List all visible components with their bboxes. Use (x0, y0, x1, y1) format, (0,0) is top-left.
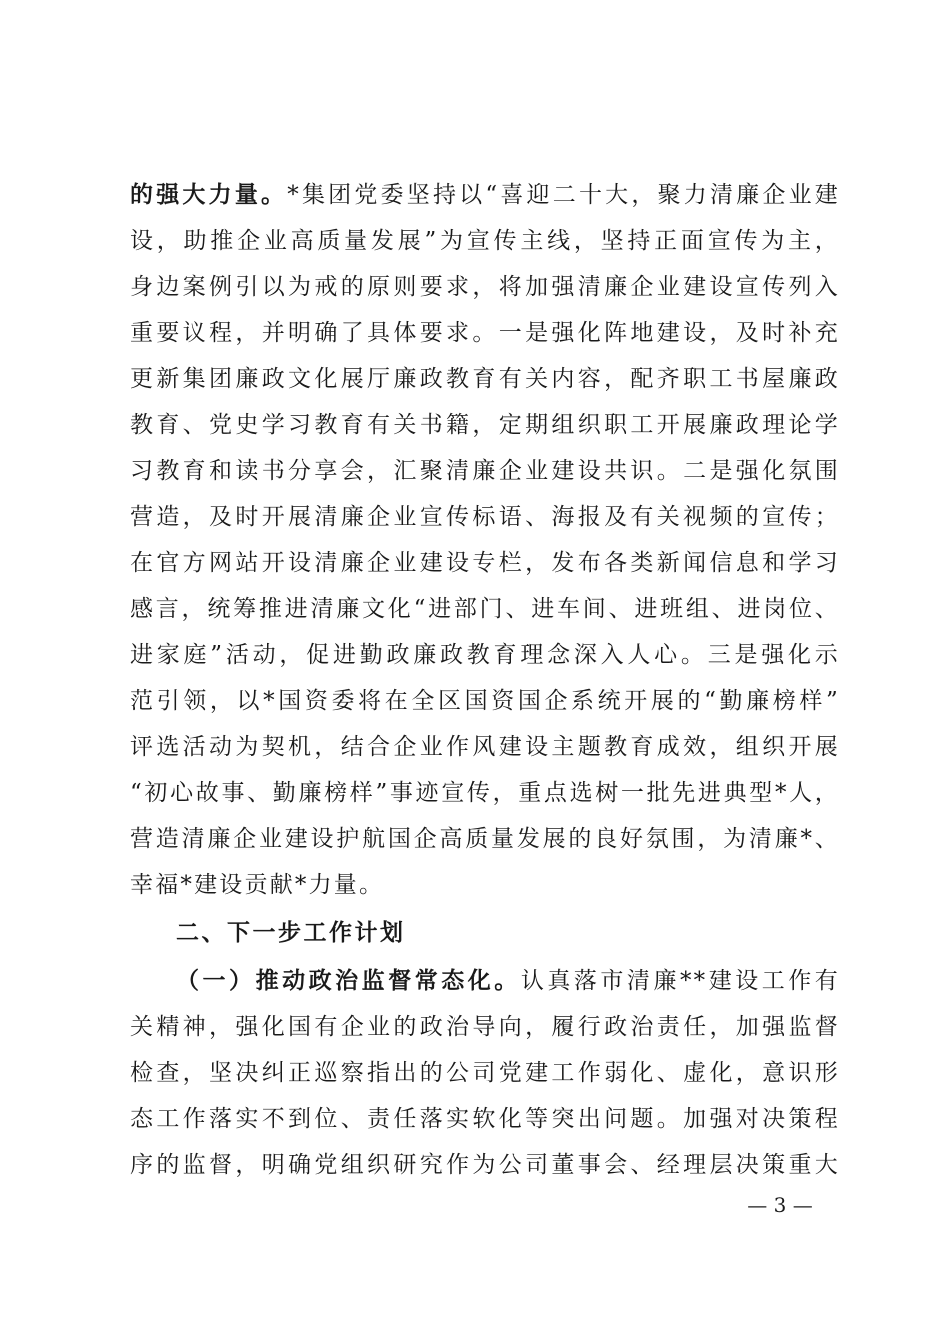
paragraph-line: 教育、党史学习教育有关书籍，定期组织职工开展廉政理论学 (130, 412, 840, 438)
subsection-first-line (176, 958, 840, 1004)
paragraph-line: 范引领，以*国资委将在全区国资国企系统开展的“勤廉榜样” (130, 688, 840, 714)
paragraph-line: 设，助推企业高质量发展”为宣传主线，坚持正面宣传为主， (130, 228, 840, 254)
paragraph-line: 进家庭”活动，促进勤政廉政教育理念深入人心。三是强化示 (130, 642, 840, 668)
paragraph-lead: 的强大力量。 (130, 181, 288, 208)
subsection-title: （一）推动政治监督常态化。 (176, 967, 521, 994)
page-number: — 3 — (747, 1193, 813, 1217)
section-heading: 二、下一步工作计划 (176, 919, 406, 946)
subsection-first-line-text: 认真落市清廉**建设工作有 (520, 968, 840, 994)
paragraph-line: 营造，及时开展清廉企业宣传标语、海报及有关视频的宣传； (130, 504, 840, 530)
paragraph-line: 在官方网站开设清廉企业建设专栏，发布各类新闻信息和学习 (130, 550, 840, 576)
paragraph-line: 幸福*建设贡献*力量。 (130, 872, 385, 898)
paragraph-line: 更新集团廉政文化展厅廉政教育有关内容，配齐职工书屋廉政 (130, 366, 840, 392)
paragraph-line: 习教育和读书分享会，汇聚清廉企业建设共识。二是强化氛围 (130, 458, 840, 484)
paragraph-line: “初心故事、勤廉榜样”事迹宣传，重点选树一批先进典型*人， (130, 780, 840, 806)
paragraph-line-text: *集团党委坚持以“喜迎二十大，聚力清廉企业建 (287, 182, 840, 208)
paragraph-line: 身边案例引以为戒的原则要求，将加强清廉企业建设宣传列入 (130, 274, 840, 300)
paragraph-line: 重要议程，并明确了具体要求。一是强化阵地建设，及时补充 (130, 320, 840, 346)
paragraph-line: 评选活动为契机，结合企业作风建设主题教育成效，组织开展 (130, 734, 840, 760)
paragraph-line: 序的监督，明确党组织研究作为公司董事会、经理层决策重大 (130, 1152, 840, 1178)
paragraph-line: 关精神，强化国有企业的政治导向，履行政治责任，加强监督 (130, 1014, 840, 1040)
paragraph-line: 态工作落实不到位、责任落实软化等突出问题。加强对决策程 (130, 1106, 840, 1132)
paragraph-line (130, 172, 840, 218)
paragraph-line: 感言，统筹推进清廉文化“进部门、进车间、进班组、进岗位、 (130, 596, 840, 622)
paragraph-line: 营造清廉企业建设护航国企高质量发展的良好氛围，为清廉*、 (130, 826, 840, 852)
paragraph-line: 检查，坚决纠正巡察指出的公司党建工作弱化、虚化，意识形 (130, 1060, 840, 1086)
